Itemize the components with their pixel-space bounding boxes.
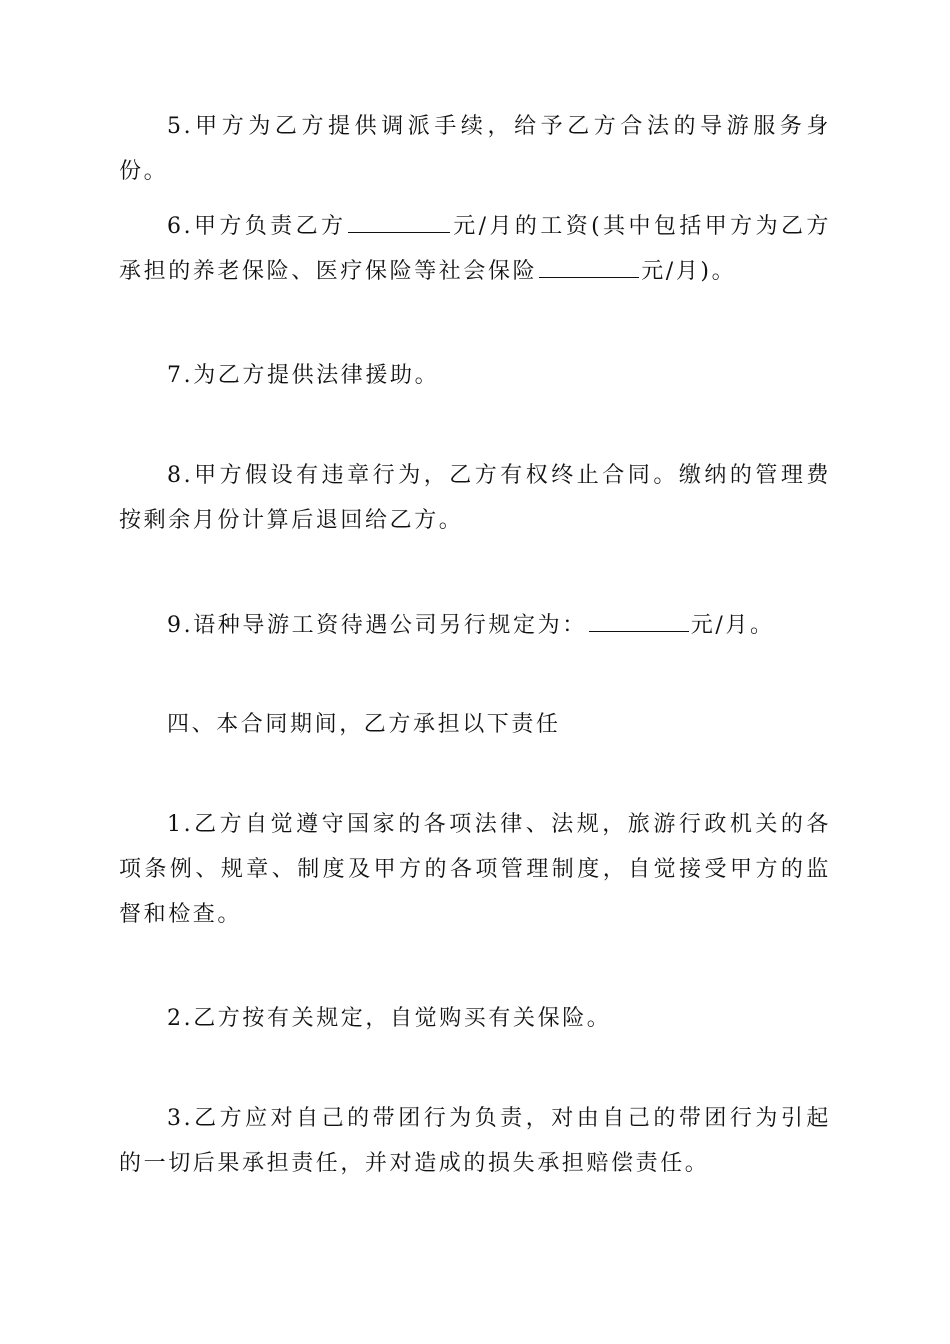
section-4-heading bbox=[119, 702, 831, 747]
clause-3-5 bbox=[119, 104, 831, 194]
salary-blank[interactable] bbox=[348, 210, 450, 233]
clause-4-3 bbox=[119, 1096, 831, 1186]
clause-3-9-text-a: 9.语种导游工资待遇公司另行规定为： bbox=[167, 613, 587, 638]
clause-3-6-text-c: 元/月)。 bbox=[641, 259, 737, 284]
clause-3-6 bbox=[119, 204, 831, 294]
insurance-blank[interactable] bbox=[539, 255, 639, 278]
clause-3-9 bbox=[119, 603, 831, 648]
clause-3-8-text: 8.甲方假设有违章行为，乙方有权终止合同。缴纳的管理费按剩余月份计算后退回给乙方。 bbox=[119, 463, 831, 533]
clause-3-9-text-b: 元/月。 bbox=[690, 613, 775, 638]
clause-4-1-text: 1.乙方自觉遵守国家的各项法律、法规，旅游行政机关的各项条例、规章、制度及甲方的各项管理制度，自觉接受甲方的监督和检查。 bbox=[119, 812, 831, 927]
clause-4-1 bbox=[119, 802, 831, 937]
language-guide-salary-blank[interactable] bbox=[589, 609, 689, 632]
clause-4-2 bbox=[119, 996, 831, 1041]
clause-3-6-text-a: 6.甲方负责乙方 bbox=[167, 214, 347, 239]
clause-3-7-text: 7.为乙方提供法律援助。 bbox=[167, 363, 440, 388]
clause-4-3-text: 3.乙方应对自己的带团行为负责，对由自己的带团行为引起的一切后果承担责任，并对造成的损失承担赔偿责任。 bbox=[119, 1106, 831, 1176]
clause-3-8 bbox=[119, 453, 831, 543]
clause-3-6-text-b: 元/月的工资(其中包括甲方为乙方承担的养老保险、医疗保险等社会保险 bbox=[119, 214, 831, 284]
clause-3-5-text: 5.甲方为乙方提供调派手续，给予乙方合法的导游服务身份。 bbox=[119, 114, 831, 184]
clause-4-2-text: 2.乙方按有关规定，自觉购买有关保险。 bbox=[167, 1006, 612, 1031]
section-4-heading-text: 四、本合同期间，乙方承担以下责任 bbox=[167, 712, 561, 737]
clause-3-7 bbox=[119, 353, 831, 398]
